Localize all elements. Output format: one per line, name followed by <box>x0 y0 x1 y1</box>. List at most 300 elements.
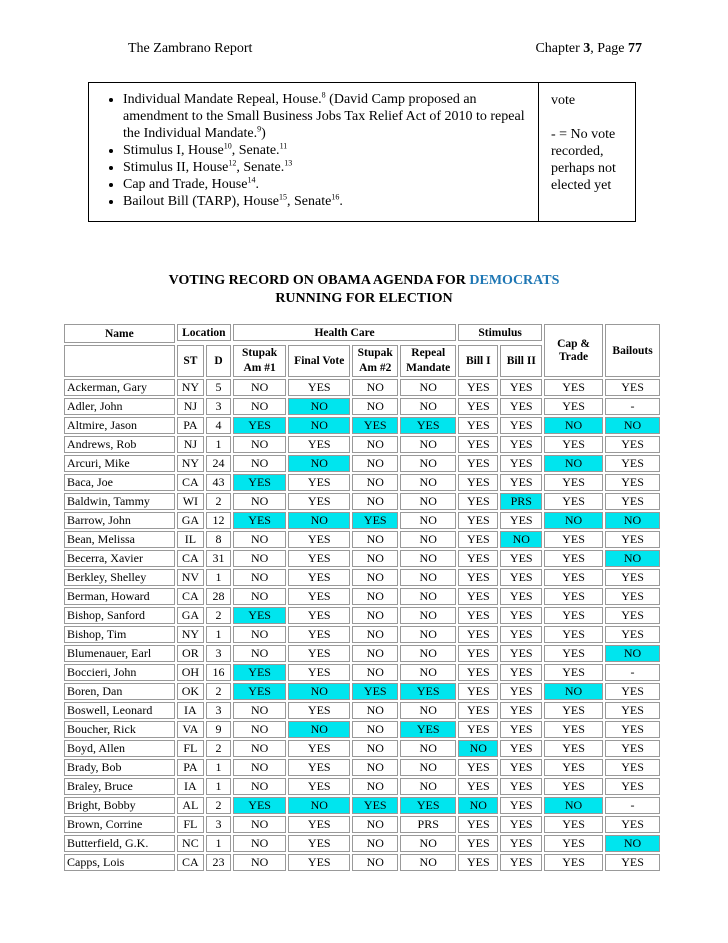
table-row <box>64 759 660 776</box>
table-row <box>64 569 660 586</box>
cell-name: Arcuri, Mike <box>64 455 175 472</box>
cell-bill2: YES <box>500 721 542 738</box>
cell-cap-trade: YES <box>544 531 603 548</box>
cell-bailouts: YES <box>605 379 660 396</box>
cell-final-vote: YES <box>288 379 350 396</box>
legend-bullet: • Bailout Bill (TARP), House$^{15}$, Senate$^{16}$. <box>123 193 538 210</box>
cell-bill2: YES <box>500 398 542 415</box>
cell-stupak1: NO <box>233 398 286 415</box>
cell-st: AL <box>177 797 204 814</box>
cell-bill2: YES <box>500 550 542 567</box>
cell-stupak2: NO <box>352 721 398 738</box>
cell-stupak1: NO <box>233 455 286 472</box>
cell-d: 2 <box>206 797 231 814</box>
cell-cap-trade: NO <box>544 455 603 472</box>
cell-bill2: YES <box>500 664 542 681</box>
cell-bailouts: YES <box>605 854 660 871</box>
cell-name: Ackerman, Gary <box>64 379 175 396</box>
cell-stupak2: NO <box>352 455 398 472</box>
cell-stupak1: NO <box>233 645 286 662</box>
cell-st: NV <box>177 569 204 586</box>
cell-name: Barrow, John <box>64 512 175 529</box>
cell-bill2: YES <box>500 702 542 719</box>
cell-d: 2 <box>206 493 231 510</box>
cell-name: Braley, Bruce <box>64 778 175 795</box>
cell-repeal-mandate: NO <box>400 626 456 643</box>
cell-bailouts: NO <box>605 645 660 662</box>
cell-name: Blumenauer, Earl <box>64 645 175 662</box>
cell-cap-trade: YES <box>544 664 603 681</box>
cell-stupak2: NO <box>352 531 398 548</box>
cell-name: Berkley, Shelley <box>64 569 175 586</box>
cell-st: IA <box>177 702 204 719</box>
cell-cap-trade: YES <box>544 493 603 510</box>
cell-final-vote: YES <box>288 759 350 776</box>
cell-stupak1: NO <box>233 379 286 396</box>
cell-st: CA <box>177 854 204 871</box>
voting-record-table <box>62 322 662 873</box>
cell-stupak2: NO <box>352 436 398 453</box>
cell-bill1: YES <box>458 702 498 719</box>
cell-st: CA <box>177 474 204 491</box>
table-row <box>64 588 660 605</box>
cell-name: Bean, Melissa <box>64 531 175 548</box>
cell-bill2: YES <box>500 645 542 662</box>
col-d: D <box>206 345 231 377</box>
table-row <box>64 645 660 662</box>
cell-cap-trade: YES <box>544 835 603 852</box>
cell-final-vote: YES <box>288 854 350 871</box>
cell-bailouts: YES <box>605 474 660 491</box>
cell-stupak1: YES <box>233 664 286 681</box>
cell-bailouts: YES <box>605 531 660 548</box>
cell-name: Boren, Dan <box>64 683 175 700</box>
cell-name: Bishop, Tim <box>64 626 175 643</box>
cell-stupak2: YES <box>352 797 398 814</box>
cell-stupak1: NO <box>233 759 286 776</box>
cell-bill2: YES <box>500 683 542 700</box>
cell-d: 3 <box>206 702 231 719</box>
cell-bill1: YES <box>458 455 498 472</box>
cell-st: NJ <box>177 398 204 415</box>
cell-stupak2: NO <box>352 379 398 396</box>
table-row <box>64 816 660 833</box>
cell-name: Altmire, Jason <box>64 417 175 434</box>
cell-bailouts: YES <box>605 436 660 453</box>
table-row <box>64 474 660 491</box>
cell-stupak1: NO <box>233 493 286 510</box>
table-row <box>64 740 660 757</box>
cell-cap-trade: YES <box>544 721 603 738</box>
cell-stupak1: NO <box>233 702 286 719</box>
cell-bill1: YES <box>458 417 498 434</box>
table-row <box>64 550 660 567</box>
cell-bill1: YES <box>458 835 498 852</box>
cell-bill2: YES <box>500 569 542 586</box>
cell-stupak1: NO <box>233 569 286 586</box>
cell-final-vote: NO <box>288 417 350 434</box>
cell-bill1: YES <box>458 550 498 567</box>
cell-repeal-mandate: NO <box>400 645 456 662</box>
cell-st: OR <box>177 645 204 662</box>
cell-stupak2: NO <box>352 607 398 624</box>
cell-final-vote: NO <box>288 512 350 529</box>
col-name: Name <box>64 324 175 343</box>
cell-name: Brady, Bob <box>64 759 175 776</box>
cell-bill2: PRS <box>500 493 542 510</box>
cell-final-vote: YES <box>288 474 350 491</box>
table-row <box>64 512 660 529</box>
cell-bill2: YES <box>500 436 542 453</box>
cell-bill2: YES <box>500 455 542 472</box>
cell-st: NY <box>177 455 204 472</box>
cell-final-vote: YES <box>288 436 350 453</box>
table-row <box>64 721 660 738</box>
cell-st: IL <box>177 531 204 548</box>
cell-bailouts: NO <box>605 835 660 852</box>
cell-bill1: YES <box>458 588 498 605</box>
cell-repeal-mandate: NO <box>400 436 456 453</box>
cell-bill2: YES <box>500 417 542 434</box>
cell-bill2: YES <box>500 626 542 643</box>
cell-bill1: YES <box>458 645 498 662</box>
cell-stupak2: NO <box>352 702 398 719</box>
cell-bill1: YES <box>458 854 498 871</box>
cell-stupak1: NO <box>233 436 286 453</box>
cell-d: 2 <box>206 607 231 624</box>
col-stimulus: Stimulus <box>458 324 542 341</box>
cell-d: 5 <box>206 379 231 396</box>
cell-name: Bright, Bobby <box>64 797 175 814</box>
cell-bill1: YES <box>458 759 498 776</box>
col-repeal-mandate: Repeal Mandate <box>400 345 456 377</box>
cell-bailouts: YES <box>605 569 660 586</box>
cell-bailouts: YES <box>605 740 660 757</box>
cell-stupak2: NO <box>352 816 398 833</box>
cell-bill2: YES <box>500 835 542 852</box>
legend-key <box>551 92 635 194</box>
cell-stupak1: NO <box>233 778 286 795</box>
cell-st: OK <box>177 683 204 700</box>
cell-repeal-mandate: YES <box>400 797 456 814</box>
cell-repeal-mandate: YES <box>400 417 456 434</box>
cell-d: 4 <box>206 417 231 434</box>
cell-bill1: YES <box>458 398 498 415</box>
cell-d: 12 <box>206 512 231 529</box>
cell-final-vote: YES <box>288 664 350 681</box>
cell-name: Adler, John <box>64 398 175 415</box>
cell-cap-trade: YES <box>544 645 603 662</box>
cell-d: 24 <box>206 455 231 472</box>
cell-d: 1 <box>206 626 231 643</box>
table-row <box>64 778 660 795</box>
table-row <box>64 417 660 434</box>
legend-bullet: • Individual Mandate Repeal, House.$^8$ (David Camp proposed an amendment to the Small Business Jobs Tax Relief Act of 2010 to repeal the Individual Mandate.$^9$) <box>123 91 538 142</box>
cell-stupak1: NO <box>233 588 286 605</box>
cell-bill2: YES <box>500 512 542 529</box>
cell-repeal-mandate: NO <box>400 474 456 491</box>
col-st: ST <box>177 345 204 377</box>
cell-final-vote: YES <box>288 569 350 586</box>
table-row <box>64 702 660 719</box>
col-stupak2: Stupak Am #2 <box>352 345 398 377</box>
cell-st: NJ <box>177 436 204 453</box>
cell-d: 9 <box>206 721 231 738</box>
table-row <box>64 854 660 871</box>
cell-bill2: YES <box>500 797 542 814</box>
legend-bullet: • Stimulus II, House$^{12}$, Senate.$^{13}$ <box>123 159 538 176</box>
col-health-care: Health Care <box>233 324 456 341</box>
cell-bill2: YES <box>500 607 542 624</box>
cell-d: 8 <box>206 531 231 548</box>
cell-stupak1: NO <box>233 721 286 738</box>
cell-final-vote: NO <box>288 455 350 472</box>
table-row <box>64 455 660 472</box>
cell-bill2: YES <box>500 854 542 871</box>
cell-cap-trade: YES <box>544 569 603 586</box>
cell-final-vote: YES <box>288 607 350 624</box>
cell-bill2: YES <box>500 816 542 833</box>
cell-stupak2: NO <box>352 759 398 776</box>
cell-bailouts: YES <box>605 683 660 700</box>
cell-bailouts: YES <box>605 455 660 472</box>
col-name-blank <box>64 345 175 377</box>
cell-d: 1 <box>206 759 231 776</box>
cell-repeal-mandate: NO <box>400 664 456 681</box>
cell-cap-trade: YES <box>544 550 603 567</box>
cell-cap-trade: YES <box>544 588 603 605</box>
cell-cap-trade: YES <box>544 740 603 757</box>
cell-final-vote: NO <box>288 721 350 738</box>
cell-stupak1: YES <box>233 512 286 529</box>
cell-repeal-mandate: NO <box>400 379 456 396</box>
cell-stupak2: YES <box>352 417 398 434</box>
cell-name: Butterfield, G.K. <box>64 835 175 852</box>
cell-stupak2: NO <box>352 493 398 510</box>
cell-cap-trade: YES <box>544 759 603 776</box>
cell-st: GA <box>177 512 204 529</box>
cell-repeal-mandate: NO <box>400 512 456 529</box>
cell-final-vote: YES <box>288 816 350 833</box>
cell-name: Brown, Corrine <box>64 816 175 833</box>
cell-stupak2: NO <box>352 550 398 567</box>
cell-stupak2: NO <box>352 778 398 795</box>
cell-stupak1: NO <box>233 550 286 567</box>
cell-repeal-mandate: NO <box>400 398 456 415</box>
cell-st: OH <box>177 664 204 681</box>
cell-bill2: YES <box>500 379 542 396</box>
cell-stupak1: NO <box>233 626 286 643</box>
cell-final-vote: NO <box>288 398 350 415</box>
cell-stupak2: NO <box>352 588 398 605</box>
cell-final-vote: YES <box>288 626 350 643</box>
cell-d: 1 <box>206 436 231 453</box>
cell-stupak2: NO <box>352 664 398 681</box>
cell-bailouts: NO <box>605 417 660 434</box>
cell-repeal-mandate: YES <box>400 683 456 700</box>
cell-bailouts: YES <box>605 778 660 795</box>
cell-bill1: YES <box>458 778 498 795</box>
cell-stupak1: NO <box>233 740 286 757</box>
cell-stupak1: YES <box>233 607 286 624</box>
cell-d: 43 <box>206 474 231 491</box>
cell-repeal-mandate: NO <box>400 854 456 871</box>
cell-stupak1: NO <box>233 854 286 871</box>
cell-final-vote: YES <box>288 588 350 605</box>
cell-bailouts: NO <box>605 550 660 567</box>
cell-cap-trade: YES <box>544 626 603 643</box>
cell-st: FL <box>177 740 204 757</box>
cell-st: PA <box>177 759 204 776</box>
col-bill2: Bill II <box>500 345 542 377</box>
cell-cap-trade: NO <box>544 417 603 434</box>
cell-name: Bishop, Sanford <box>64 607 175 624</box>
cell-cap-trade: NO <box>544 512 603 529</box>
cell-bill1: YES <box>458 607 498 624</box>
cell-repeal-mandate: NO <box>400 455 456 472</box>
cell-d: 1 <box>206 569 231 586</box>
col-final-vote: Final Vote <box>288 345 350 377</box>
cell-name: Boswell, Leonard <box>64 702 175 719</box>
cell-bill1: YES <box>458 436 498 453</box>
table-row <box>64 683 660 700</box>
cell-stupak1: YES <box>233 474 286 491</box>
cell-bailouts: YES <box>605 607 660 624</box>
cell-name: Berman, Howard <box>64 588 175 605</box>
cell-bailouts: NO <box>605 512 660 529</box>
cell-stupak1: NO <box>233 531 286 548</box>
table-row <box>64 493 660 510</box>
table-row <box>64 398 660 415</box>
cell-d: 2 <box>206 683 231 700</box>
cell-repeal-mandate: NO <box>400 531 456 548</box>
legend-key-novote: - = No vote recorded, perhaps not elected yet <box>551 127 616 193</box>
cell-d: 3 <box>206 398 231 415</box>
cell-repeal-mandate: YES <box>400 721 456 738</box>
cell-bailouts: YES <box>605 702 660 719</box>
cell-cap-trade: YES <box>544 398 603 415</box>
legend-box <box>88 82 636 222</box>
cell-d: 16 <box>206 664 231 681</box>
cell-stupak1: YES <box>233 417 286 434</box>
cell-st: FL <box>177 816 204 833</box>
legend-bullet: • Stimulus I, House$^{10}$, Senate.$^{11}$ <box>123 142 538 159</box>
cell-st: PA <box>177 417 204 434</box>
cell-repeal-mandate: NO <box>400 759 456 776</box>
table-row <box>64 626 660 643</box>
cell-cap-trade: YES <box>544 436 603 453</box>
col-stupak1: Stupak Am #1 <box>233 345 286 377</box>
cell-d: 3 <box>206 645 231 662</box>
cell-cap-trade: YES <box>544 778 603 795</box>
cell-bailouts: - <box>605 664 660 681</box>
cell-final-vote: YES <box>288 493 350 510</box>
cell-repeal-mandate: NO <box>400 550 456 567</box>
cell-cap-trade: YES <box>544 854 603 871</box>
col-bill1: Bill I <box>458 345 498 377</box>
legend-key-vote: vote <box>551 93 576 108</box>
cell-bill2: YES <box>500 588 542 605</box>
table-title: VOTING RECORD ON OBAMA AGENDA FOR DEMOCRATS RUNNING FOR ELECTION <box>168 273 560 306</box>
cell-cap-trade: YES <box>544 607 603 624</box>
table-row <box>64 835 660 852</box>
cell-d: 28 <box>206 588 231 605</box>
running-header-title: The Zambrano Report <box>128 41 253 56</box>
cell-repeal-mandate: NO <box>400 740 456 757</box>
cell-cap-trade: NO <box>544 683 603 700</box>
cell-final-vote: YES <box>288 740 350 757</box>
col-cap-trade: Cap & Trade <box>544 324 603 377</box>
cell-bill2: NO <box>500 531 542 548</box>
cell-st: NC <box>177 835 204 852</box>
cell-bill1: YES <box>458 816 498 833</box>
cell-bill1: YES <box>458 569 498 586</box>
cell-bill1: YES <box>458 683 498 700</box>
cell-name: Baldwin, Tammy <box>64 493 175 510</box>
cell-repeal-mandate: NO <box>400 835 456 852</box>
cell-stupak2: NO <box>352 569 398 586</box>
cell-cap-trade: YES <box>544 474 603 491</box>
cell-st: IA <box>177 778 204 795</box>
cell-stupak2: YES <box>352 512 398 529</box>
cell-stupak1: YES <box>233 797 286 814</box>
cell-bailouts: - <box>605 797 660 814</box>
cell-cap-trade: YES <box>544 379 603 396</box>
cell-repeal-mandate: NO <box>400 493 456 510</box>
cell-stupak2: NO <box>352 398 398 415</box>
cell-stupak1: YES <box>233 683 286 700</box>
cell-final-vote: YES <box>288 645 350 662</box>
cell-stupak2: NO <box>352 474 398 491</box>
cell-cap-trade: YES <box>544 816 603 833</box>
cell-name: Boucher, Rick <box>64 721 175 738</box>
cell-name: Boyd, Allen <box>64 740 175 757</box>
cell-d: 31 <box>206 550 231 567</box>
cell-final-vote: YES <box>288 702 350 719</box>
cell-repeal-mandate: NO <box>400 607 456 624</box>
cell-bill1: YES <box>458 664 498 681</box>
cell-stupak2: YES <box>352 683 398 700</box>
cell-name: Becerra, Xavier <box>64 550 175 567</box>
cell-st: GA <box>177 607 204 624</box>
legend-sources <box>89 83 539 221</box>
cell-bill1: YES <box>458 493 498 510</box>
cell-repeal-mandate: NO <box>400 588 456 605</box>
cell-d: 23 <box>206 854 231 871</box>
cell-stupak2: NO <box>352 854 398 871</box>
cell-stupak1: NO <box>233 835 286 852</box>
cell-stupak2: NO <box>352 835 398 852</box>
table-row <box>64 436 660 453</box>
cell-cap-trade: YES <box>544 702 603 719</box>
cell-d: 1 <box>206 835 231 852</box>
cell-st: VA <box>177 721 204 738</box>
cell-d: 1 <box>206 778 231 795</box>
cell-bailouts: YES <box>605 721 660 738</box>
cell-stupak2: NO <box>352 740 398 757</box>
table-row <box>64 664 660 681</box>
legend-bullet: • Cap and Trade, House$^{14}$. <box>123 176 538 193</box>
cell-bailouts: - <box>605 398 660 415</box>
cell-bailouts: YES <box>605 816 660 833</box>
cell-st: WI <box>177 493 204 510</box>
cell-st: NY <box>177 379 204 396</box>
cell-st: CA <box>177 550 204 567</box>
cell-bill1: NO <box>458 740 498 757</box>
cell-bill2: YES <box>500 740 542 757</box>
cell-repeal-mandate: PRS <box>400 816 456 833</box>
cell-d: 2 <box>206 740 231 757</box>
